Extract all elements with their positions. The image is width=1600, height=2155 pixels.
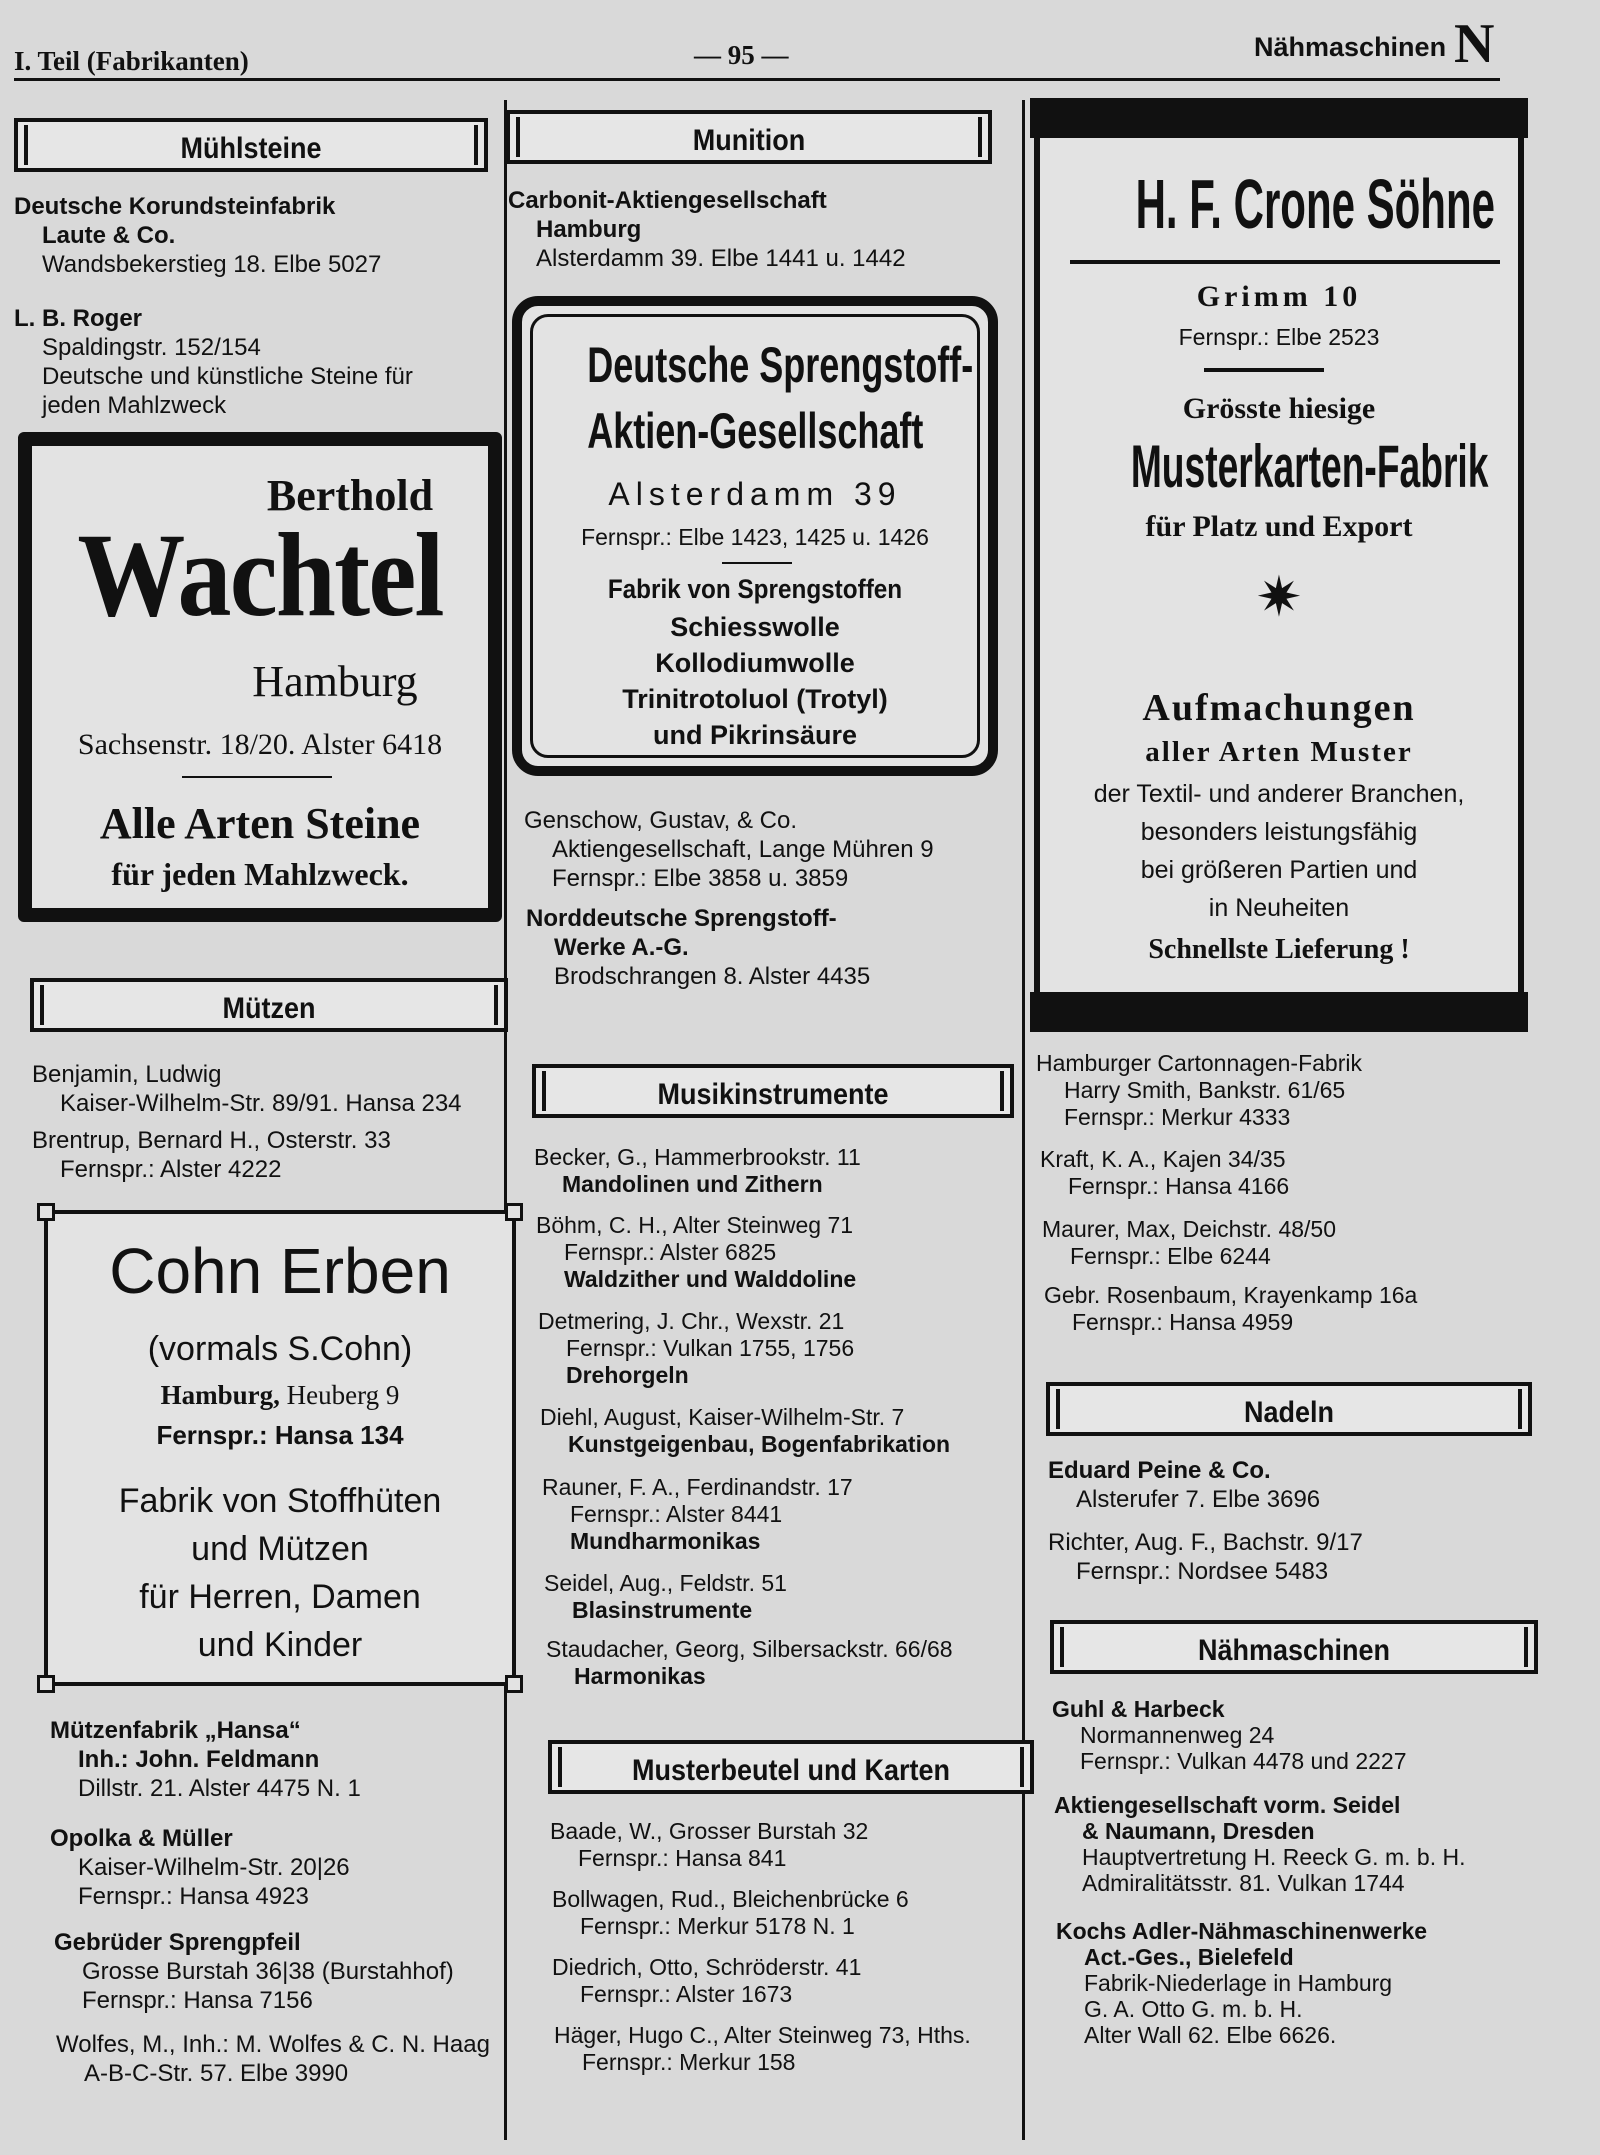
list-item: [54, 1928, 454, 2015]
address: Wandsbekerstieg 18. Elbe 5027: [42, 251, 382, 278]
list-item: [542, 1474, 853, 1555]
products: Waldzither und Walddoline: [564, 1266, 857, 1292]
list-item: [508, 186, 906, 273]
ad-product: Kollodiumwolle: [655, 648, 855, 678]
list-item: [538, 1308, 854, 1389]
products: Kunstgeigenbau, Bogenfabrikation: [568, 1431, 951, 1457]
company-name: Böhm, C. H., Alter Steinweg 71: [536, 1212, 854, 1238]
list-item: [1056, 1918, 1427, 2048]
ad-street: Grimm 10: [1196, 280, 1362, 313]
company-name: Mützenfabrik „Hansa“: [50, 1717, 301, 1744]
section-title: Mützen: [222, 992, 316, 1025]
phone: Fernspr.: Hansa 4166: [1068, 1173, 1290, 1199]
ad-city: Hamburg: [252, 657, 418, 706]
section-heading-musikinstrumente: [532, 1064, 1014, 1118]
company-name-cont: Werke A.-G.: [554, 934, 689, 961]
ad-company-name: H. F. Crone Söhne: [1135, 165, 1495, 243]
company-name: Häger, Hugo C., Alter Steinweg 73, Hths.: [554, 2022, 971, 2048]
ad-phone: Fernspr.: Elbe 2523: [1178, 324, 1380, 350]
company-name: Gebr. Rosenbaum, Krayenkamp 16a: [1044, 1282, 1418, 1308]
list-item: [554, 2022, 971, 2076]
phone: Fernspr.: Vulkan 4478 und 2227: [1080, 1748, 1407, 1774]
address: Aktiengesellschaft, Lange Mühren 9: [552, 836, 934, 863]
section-title: Mühlsteine: [180, 132, 322, 165]
list-item: [1048, 1528, 1363, 1586]
phone: Fernspr.: Hansa 4923: [78, 1883, 309, 1910]
ad-title: Aktien-Gesellschaft: [587, 403, 924, 459]
list-item: [526, 904, 870, 991]
company-name-cont: & Naumann, Dresden: [1082, 1818, 1315, 1844]
list-item: [550, 1818, 868, 1872]
phone: Fernspr.: Nordsee 5483: [1076, 1558, 1329, 1585]
corner-ornament: [505, 1203, 523, 1221]
list-item: [1048, 1456, 1320, 1514]
representative: G. A. Otto G. m. b. H.: [1084, 1996, 1303, 2022]
ad-divider: [1204, 368, 1324, 372]
company-name: Benjamin, Ludwig: [32, 1061, 222, 1088]
phone: Fernspr.: Elbe 6244: [1070, 1243, 1271, 1269]
ad-headline: Aufmachungen: [1142, 687, 1416, 729]
ad-phone: Fernspr.: Hansa 134: [156, 1420, 404, 1450]
ad-last-name: Wachtel: [77, 508, 443, 641]
address: Kaiser-Wilhelm-Str. 89/91. Hansa 234: [60, 1090, 462, 1117]
company-name: Baade, W., Grosser Burstah 32: [550, 1818, 869, 1844]
column-divider: [1022, 100, 1025, 2140]
list-item: [14, 304, 413, 420]
company-name: Brentrup, Bernard H., Osterstr. 33: [32, 1127, 391, 1154]
products: Drehorgeln: [566, 1362, 689, 1388]
ad-text: aller Arten Muster: [1145, 736, 1413, 768]
ad-divider: [722, 562, 792, 564]
representative: Hauptvertretung H. Reeck G. m. b. H.: [1082, 1844, 1466, 1870]
address: Grosse Burstah 36|38 (Burstahhof): [82, 1958, 454, 1985]
company-name: Hamburger Cartonnagen-Fabrik: [1036, 1050, 1362, 1076]
section-heading-muehlsteine: [14, 118, 488, 172]
ad-text: für Herren, Damen: [139, 1578, 421, 1616]
ad-product: Trinitrotoluol (Trotyl): [622, 684, 888, 714]
company-name: Norddeutsche Sprengstoff-: [526, 905, 837, 932]
list-item: [1042, 1216, 1336, 1270]
products: Blasinstrumente: [572, 1597, 753, 1623]
star-icon: ✷: [1255, 565, 1303, 628]
company-name: Seidel, Aug., Feldstr. 51: [544, 1570, 787, 1596]
section-heading-naehmaschinen: [1050, 1620, 1538, 1674]
company-name: Opolka & Müller: [50, 1825, 233, 1852]
phone: Fernspr.: Alster 6825: [564, 1239, 777, 1265]
address: Brodschrangen 8. Alster 4435: [554, 963, 871, 990]
list-item: [552, 1954, 861, 2008]
company-name: Guhl & Harbeck: [1052, 1696, 1225, 1722]
page-number: — 95 —: [694, 40, 789, 70]
list-item: [1036, 1050, 1362, 1131]
list-item: [1054, 1792, 1465, 1896]
ad-text: der Textil- und anderer Branchen,: [1093, 780, 1465, 808]
company-name: Kraft, K. A., Kajen 34/35: [1040, 1146, 1286, 1172]
corner-ornament: [37, 1203, 55, 1221]
section-title: Musterbeutel und Karten: [631, 1754, 951, 1787]
section-title: Nähmaschinen: [1197, 1634, 1391, 1667]
ad-product: Schiesswolle: [670, 612, 840, 642]
phone: Fernspr.: Hansa 4959: [1072, 1309, 1294, 1335]
company-name: Bollwagen, Rud., Bleichenbrücke 6: [552, 1886, 909, 1912]
company-name: Diehl, August, Kaiser-Wilhelm-Str. 7: [540, 1404, 905, 1430]
phone: Fernspr.: Hansa 7156: [82, 1987, 313, 2014]
crone-advertisement: [1034, 100, 1524, 1030]
section-title: Nadeln: [1243, 1396, 1335, 1429]
ad-text: und Mützen: [191, 1530, 369, 1568]
list-item: [50, 1824, 350, 1911]
description: jeden Mahlzweck: [42, 392, 227, 419]
phone: Fernspr.: Vulkan 1755, 1756: [566, 1335, 855, 1361]
address: Normannenweg 24: [1080, 1722, 1275, 1748]
list-item: [536, 1212, 856, 1293]
products: Harmonikas: [574, 1663, 706, 1689]
phone: Fernspr.: Merkur 5178 N. 1: [580, 1913, 855, 1939]
ad-headline: Musterkarten-Fabrik: [1130, 433, 1489, 500]
sprengstoff-advertisement: [512, 296, 998, 776]
company-name: Becker, G., Hammerbrookstr. 11: [534, 1144, 861, 1170]
list-item: [32, 1126, 391, 1184]
list-item: [534, 1144, 861, 1198]
address: Alsterdamm 39. Elbe 1441 u. 1442: [536, 245, 906, 272]
ad-address: Alsterdamm 39: [608, 476, 902, 512]
phone: Fernspr.: Elbe 3858 u. 3859: [552, 865, 849, 892]
ad-divider: [1070, 260, 1500, 264]
list-item: [546, 1636, 953, 1690]
company-name: Maurer, Max, Deichstr. 48/50: [1042, 1216, 1337, 1242]
company-name-cont: Act.-Ges., Bielefeld: [1084, 1944, 1294, 1970]
ad-product: und Pikrinsäure: [652, 720, 858, 750]
company-name: Richter, Aug. F., Bachstr. 9/17: [1048, 1529, 1363, 1556]
list-item: [1044, 1282, 1417, 1336]
cohn-erben-advertisement: [44, 1210, 516, 1686]
address: Dillstr. 21. Alster 4475 N. 1: [78, 1775, 361, 1802]
ad-text: Fabrik von Stoffhüten: [118, 1482, 442, 1520]
ad-formerly: (vormals S.Cohn): [147, 1330, 413, 1368]
company-city: Hamburg: [536, 216, 642, 243]
ad-text: in Neuheiten: [1208, 894, 1350, 922]
section-title: Musikinstrumente: [657, 1078, 889, 1111]
header-part: I. Teil (Fabrikanten): [14, 46, 249, 76]
company-name: Deutsche Korundsteinfabrik: [14, 193, 336, 220]
ad-street: Heuberg 9: [286, 1380, 400, 1410]
ad-slogan: Alle Arten Steine: [99, 799, 421, 848]
address: Alsterufer 7. Elbe 3696: [1076, 1486, 1321, 1513]
list-item: [1052, 1696, 1407, 1774]
ad-text: für Platz und Export: [1145, 510, 1413, 543]
phone: Fernspr.: Hansa 841: [578, 1845, 787, 1871]
section-heading-musterbeutel: [548, 1740, 1034, 1794]
company-name: Rauner, F. A., Ferdinandstr. 17: [542, 1474, 853, 1500]
list-item: [50, 1716, 361, 1803]
products: Mundharmonikas: [570, 1528, 761, 1554]
ad-divider: [182, 776, 332, 778]
ad-text: Grösste hiesige: [1182, 392, 1376, 425]
phone: Fernspr.: Alster 4222: [60, 1156, 282, 1183]
ad-company-name: Cohn Erben: [109, 1235, 451, 1307]
phone: Fernspr.: Alster 1673: [580, 1981, 793, 2007]
list-item: [552, 1886, 909, 1940]
company-name: Detmering, J. Chr., Wexstr. 21: [538, 1308, 845, 1334]
company-name: Wolfes, M., Inh.: M. Wolfes & C. N. Haag: [56, 2031, 490, 2058]
ad-product: Fabrik von Sprengstoffen: [607, 574, 903, 604]
ad-first-name: Berthold: [266, 471, 434, 520]
description: Deutsche und künstliche Steine für: [42, 363, 413, 390]
company-name: Gebrüder Sprengpfeil: [54, 1929, 301, 1956]
ad-address: Sachsenstr. 18/20. Alster 6418: [77, 728, 443, 761]
ad-top-bar: [1030, 98, 1528, 138]
company-name: Carbonit-Aktiengesellschaft: [508, 187, 827, 214]
phone: Fernspr.: Alster 8441: [570, 1501, 783, 1527]
header-letter: N: [1454, 13, 1495, 75]
address: Alter Wall 62. Elbe 6626.: [1084, 2022, 1337, 2048]
list-item: [32, 1060, 462, 1118]
address: Spaldingstr. 152/154: [42, 334, 261, 361]
list-item: [544, 1570, 787, 1624]
section-heading-munition: [506, 110, 992, 164]
column-divider: [504, 100, 507, 2140]
section-title: Munition: [692, 124, 806, 157]
list-item: [1040, 1146, 1289, 1200]
page-header: [14, 13, 1495, 80]
ad-text: besonders leistungsfähig: [1140, 818, 1418, 846]
list-item: [14, 192, 381, 279]
products: Mandolinen und Zithern: [562, 1171, 823, 1197]
corner-ornament: [37, 1675, 55, 1693]
ad-text: und Kinder: [197, 1626, 363, 1664]
branch: Fabrik-Niederlage in Hamburg: [1084, 1970, 1393, 1996]
header-category: Nähmaschinen: [1254, 32, 1447, 62]
company-name: Aktiengesellschaft vorm. Seidel: [1054, 1792, 1401, 1818]
header-rule: [14, 78, 1500, 81]
company-name-cont: Laute & Co.: [42, 222, 176, 249]
list-item: [540, 1404, 950, 1458]
company-name: Kochs Adler-Nähmaschinenwerke: [1056, 1918, 1428, 1944]
company-name: Staudacher, Georg, Silbersackstr. 66/68: [546, 1636, 953, 1662]
company-name: L. B. Roger: [14, 305, 143, 332]
list-item: [56, 2030, 490, 2088]
phone: Fernspr.: Merkur 4333: [1064, 1104, 1291, 1130]
company-name: Diedrich, Otto, Schröderstr. 41: [552, 1954, 862, 1980]
phone: Fernspr.: Merkur 158: [582, 2049, 796, 2075]
list-item: [524, 806, 934, 893]
ad-title: Deutsche Sprengstoff-: [587, 337, 974, 393]
section-heading-nadeln: [1046, 1382, 1532, 1436]
company-name: Eduard Peine & Co.: [1048, 1457, 1271, 1484]
address: Admiralitätsstr. 81. Vulkan 1744: [1082, 1870, 1405, 1896]
ad-text: Schnellste Lieferung !: [1148, 934, 1410, 965]
wachtel-advertisement: [18, 432, 502, 922]
company-name: Genschow, Gustav, & Co.: [524, 807, 798, 834]
address: A-B-C-Str. 57. Elbe 3990: [84, 2060, 349, 2087]
owner: Harry Smith, Bankstr. 61/65: [1064, 1077, 1346, 1103]
corner-ornament: [505, 1675, 523, 1693]
ad-city-street: [48, 1380, 512, 1411]
ad-text: bei größeren Partien und: [1140, 856, 1418, 884]
section-heading-muetzen: [30, 978, 508, 1032]
ad-slogan: für jeden Mahlzweck.: [111, 856, 409, 892]
address: Kaiser-Wilhelm-Str. 20|26: [78, 1854, 350, 1881]
ad-city: Hamburg,: [160, 1380, 280, 1410]
owner: Inh.: John. Feldmann: [78, 1746, 320, 1773]
ad-bottom-bar: [1030, 992, 1528, 1032]
ad-phone: Fernspr.: Elbe 1423, 1425 u. 1426: [581, 524, 929, 550]
